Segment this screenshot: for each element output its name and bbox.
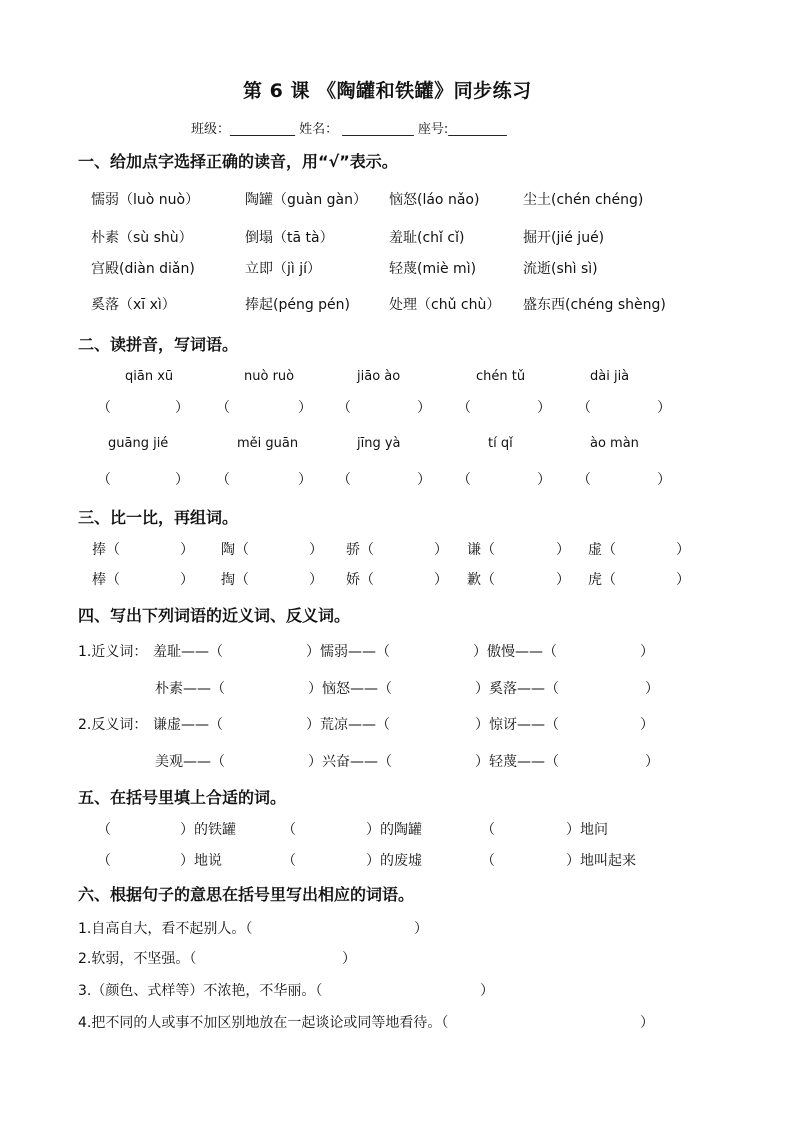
pronunciation-item: 宫殿(diàn diǎn): [91, 261, 195, 277]
fill-paren-open: （: [282, 822, 296, 838]
word-prompt: ）轻蔑——（: [475, 754, 559, 770]
fill-paren-open: （: [282, 853, 296, 869]
pronunciation-item: 奚落（xī xì）: [91, 297, 176, 313]
section-1-heading: 一、给加点字选择正确的读音，用“√”表示。: [78, 152, 398, 171]
definition-close: ）: [414, 921, 428, 937]
pronunciation-item: 懦弱（luò nuò）: [91, 192, 200, 208]
compare-close: ）: [676, 542, 690, 558]
pinyin-label: qiān xū: [125, 369, 174, 384]
compare-char: 娇（: [346, 572, 374, 588]
section-6-heading: 六、根据句子的意思在括号里写出相应的词语。: [78, 885, 415, 904]
pinyin-label: guāng jié: [108, 436, 169, 451]
answer-paren-open: （: [216, 472, 230, 488]
fill-paren-open: （: [97, 853, 111, 869]
word-prompt: ）惊讶——（: [475, 717, 559, 733]
answer-paren-open: （: [457, 400, 471, 416]
synonym-label: 1.近义词：: [78, 644, 148, 660]
fill-phrase: ）地叫起来: [566, 853, 636, 869]
pronunciation-item: 立即（jì jí）: [245, 261, 322, 277]
word-prompt: ）奚落——（: [475, 681, 559, 697]
pinyin-label: dài jià: [590, 369, 630, 384]
word-prompt: ）: [640, 644, 654, 660]
word-prompt: 美观——（: [155, 754, 225, 770]
answer-paren-open: （: [457, 472, 471, 488]
pronunciation-item: 恼怒(láo nǎo): [389, 192, 480, 208]
pronunciation-item: 朴素（sù shù）: [91, 230, 193, 246]
compare-close: ）: [556, 542, 570, 558]
answer-paren-open: （: [577, 400, 591, 416]
word-prompt: ）: [645, 754, 659, 770]
answer-paren-close: ）: [417, 400, 431, 416]
definition-close: ）: [480, 983, 494, 999]
answer-paren-close: ）: [657, 472, 671, 488]
compare-close: ）: [309, 542, 323, 558]
fill-phrase: ）地问: [566, 822, 608, 838]
compare-char: 陶（: [221, 542, 249, 558]
student-info-line: 班级：__________ 姓名： ___________ 座号:_________: [191, 122, 507, 137]
definition-item: 2.软弱，不坚强。（: [78, 951, 197, 967]
compare-close: ）: [309, 572, 323, 588]
pinyin-label: ào màn: [590, 436, 639, 451]
definition-item: 3.（颜色、式样等）不浓艳，不华丽。（: [78, 983, 323, 999]
fill-phrase: ）的废墟: [366, 853, 422, 869]
definition-close: ）: [342, 951, 356, 967]
pinyin-label: chén tǔ: [476, 369, 526, 384]
word-prompt: 朴素——（: [155, 681, 225, 697]
section-4-heading: 四、写出下列词语的近义词、反义词。: [78, 606, 351, 625]
pronunciation-item: 盛东西(chéng shèng): [523, 297, 666, 313]
pronunciation-item: 陶罐（guàn gàn）: [245, 192, 368, 208]
compare-char: 棒（: [92, 572, 120, 588]
fill-phrase: ）地说: [180, 853, 222, 869]
answer-paren-open: （: [97, 472, 111, 488]
fill-phrase: ）的铁罐: [180, 822, 236, 838]
compare-close: ）: [434, 542, 448, 558]
word-prompt: 谦虚——（: [153, 717, 223, 733]
compare-char: 虎（: [588, 572, 616, 588]
section-2-heading: 二、读拼音，写词语。: [78, 335, 239, 354]
definition-item: 1.自高自大，看不起别人。（: [78, 921, 253, 937]
word-prompt: ）兴奋——（: [308, 754, 392, 770]
answer-paren-close: ）: [657, 400, 671, 416]
pronunciation-item: 轻蔑(miè mì): [389, 261, 477, 277]
section-5-heading: 五、在括号里填上合适的词。: [78, 788, 287, 807]
answer-paren-close: ）: [298, 472, 312, 488]
answer-paren-open: （: [97, 400, 111, 416]
compare-close: ）: [676, 572, 690, 588]
answer-paren-close: ）: [537, 400, 551, 416]
compare-char: 谦（: [467, 542, 495, 558]
pinyin-label: jiāo ào: [357, 369, 401, 384]
pinyin-label: tí qǐ: [488, 436, 513, 451]
answer-paren-open: （: [216, 400, 230, 416]
compare-close: ）: [434, 572, 448, 588]
compare-close: ）: [556, 572, 570, 588]
compare-char: 捧（: [92, 542, 120, 558]
fill-paren-open: （: [97, 822, 111, 838]
pinyin-label: nuò ruò: [244, 369, 295, 384]
word-prompt: ）傲慢——（: [473, 644, 557, 660]
pronunciation-item: 倒塌（tā tà）: [245, 230, 334, 246]
answer-paren-close: ）: [175, 400, 189, 416]
pinyin-label: měi guān: [237, 436, 299, 451]
answer-paren-open: （: [337, 400, 351, 416]
compare-close: ）: [180, 542, 194, 558]
answer-paren-close: ）: [537, 472, 551, 488]
word-prompt: ）: [640, 717, 654, 733]
section-3-heading: 三、比一比，再组词。: [78, 508, 239, 527]
definition-item: 4.把不同的人或事不加区别地放在一起谈论或同等地看待。（: [78, 1015, 449, 1031]
word-prompt: ）: [645, 681, 659, 697]
fill-paren-open: （: [481, 822, 495, 838]
compare-char: 虚（: [588, 542, 616, 558]
compare-char: 歉（: [467, 572, 495, 588]
answer-paren-close: ）: [175, 472, 189, 488]
compare-char: 骄（: [346, 542, 374, 558]
definition-close: ）: [640, 1015, 654, 1031]
pronunciation-item: 羞耻(chǐ cǐ): [389, 230, 465, 246]
answer-paren-close: ）: [298, 400, 312, 416]
word-prompt: ）恼怒——（: [308, 681, 392, 697]
pronunciation-item: 尘土(chén chéng): [523, 192, 644, 208]
compare-char: 掏（: [221, 572, 249, 588]
word-prompt: 羞耻——（: [153, 644, 223, 660]
page-title: 第 6 课 《陶罐和铁罐》同步练习: [243, 80, 532, 102]
answer-paren-open: （: [337, 472, 351, 488]
pronunciation-item: 处理（chǔ chù）: [389, 297, 501, 313]
compare-close: ）: [180, 572, 194, 588]
fill-paren-open: （: [481, 853, 495, 869]
pronunciation-item: 捧起(péng pén): [245, 297, 351, 313]
word-prompt: ）荒凉——（: [306, 717, 390, 733]
word-prompt: ）懦弱——（: [306, 644, 390, 660]
fill-phrase: ）的陶罐: [366, 822, 422, 838]
pinyin-label: jīng yà: [357, 436, 401, 451]
answer-paren-close: ）: [417, 472, 431, 488]
pronunciation-item: 流逝(shì sì): [523, 261, 598, 277]
antonym-label: 2.反义词：: [78, 717, 148, 733]
answer-paren-open: （: [577, 472, 591, 488]
pronunciation-item: 掘开(jié jué): [523, 230, 605, 246]
